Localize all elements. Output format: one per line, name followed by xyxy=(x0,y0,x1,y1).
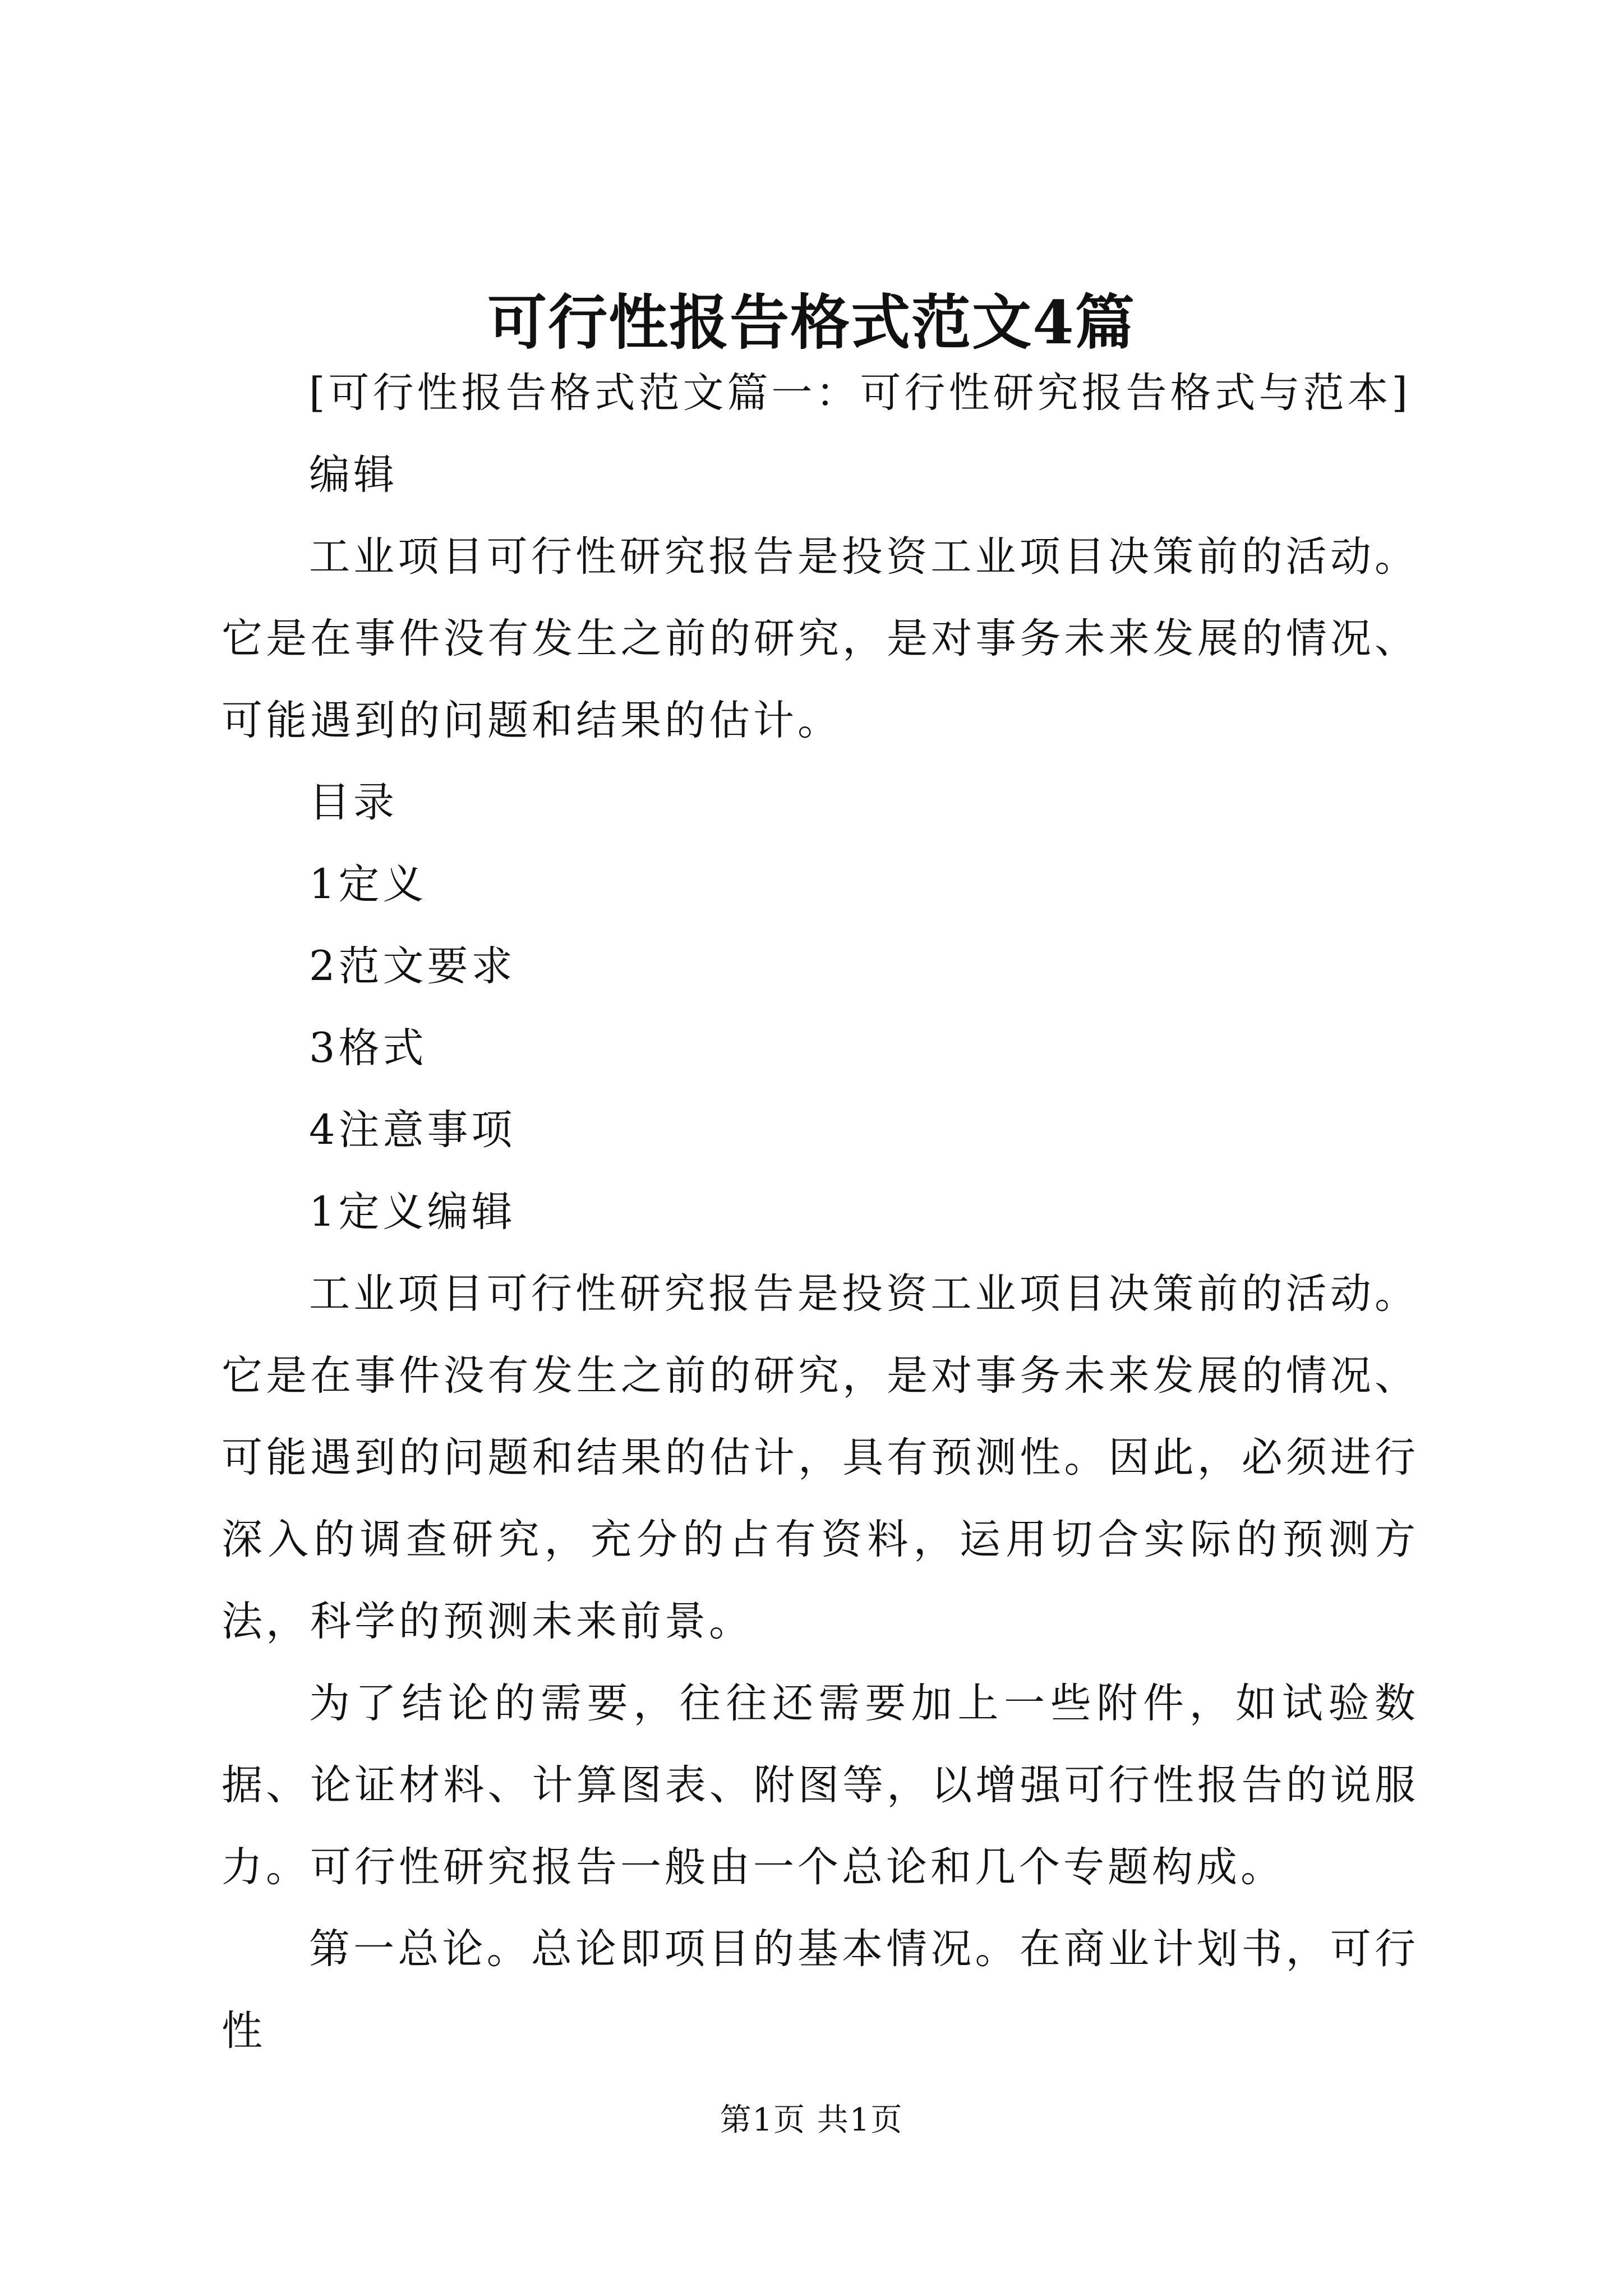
page-footer: 第1页 共1页 xyxy=(720,2102,903,2138)
paragraph-attachments: 为了结论的需要，往往还需要加上一些附件，如试验数据、论证材料、计算图表、附图等，以增强可行性报告的说服力。可行性研究报告一般由一个总论和几个专题构成。 xyxy=(222,1680,1419,1891)
document-body xyxy=(222,352,1419,2072)
toc-item-format: 3格式 xyxy=(309,1024,427,1072)
toc-item-notes: 4注意事项 xyxy=(309,1106,516,1154)
toc-item-requirements: 2范文要求 xyxy=(309,942,516,990)
paragraph-subtitle: [可行性报告格式范文篇一：可行性研究报告格式与范本] xyxy=(309,369,1411,417)
paragraph-general: 第一总论。总论即项目的基本情况。在商业计划书，可行性 xyxy=(222,1925,1419,2055)
paragraph-intro: 工业项目可行性研究报告是投资工业项目决策前的活动。它是在事件没有发生之前的研究，是对事务未来发展的情况、可能遇到的问题和结果的估计。 xyxy=(222,533,1419,744)
paragraph-edit-label: 编辑 xyxy=(309,451,398,499)
section-heading-definition: 1定义编辑 xyxy=(309,1188,516,1236)
toc-heading: 目录 xyxy=(309,779,398,826)
page-title: 可行性报告格式范文4篇 xyxy=(487,287,1136,357)
paragraph-definition: 工业项目可行性研究报告是投资工业项目决策前的活动。它是在事件没有发生之前的研究，是对事务未来发展的情况、可能遇到的问题和结果的估计，具有预测性。因此，必须进行深入的调查研究，充分的占有资料，运用切合实际的预测方法，科学的预测未来前景。 xyxy=(222,1270,1419,1645)
toc-item-definition: 1定义 xyxy=(309,861,427,908)
